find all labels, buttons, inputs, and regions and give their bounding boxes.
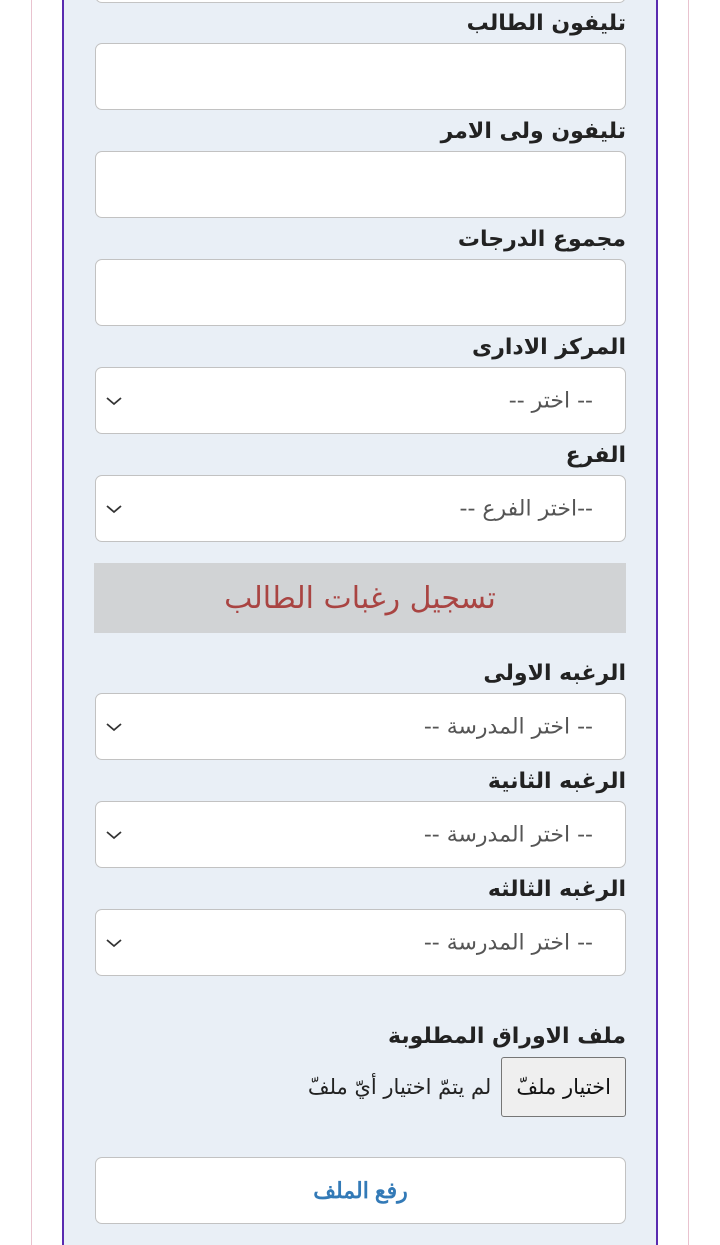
file-status-text: لم يتمّ اختيار أيّ ملفّ bbox=[307, 1075, 492, 1099]
chevron-down-icon bbox=[104, 825, 124, 845]
third-wish-selected: -- اختر المدرسة -- bbox=[423, 930, 593, 955]
total-grades-label: مجموع الدرجات bbox=[457, 227, 626, 252]
branch-selected: --اختر الفرع -- bbox=[459, 496, 593, 521]
second-wish-selected: -- اختر المدرسة -- bbox=[423, 822, 593, 847]
second-wish-select[interactable] bbox=[95, 801, 626, 868]
first-wish-selected: -- اختر المدرسة -- bbox=[423, 714, 593, 739]
upload-file-button[interactable]: رفع الملف bbox=[95, 1157, 626, 1224]
second-wish-label: الرغبه الثانية bbox=[487, 769, 626, 794]
branch-label: الفرع bbox=[565, 443, 626, 468]
wishes-section-title: تسجيل رغبات الطالب bbox=[94, 563, 626, 633]
first-wish-select[interactable] bbox=[95, 693, 626, 760]
branch-select[interactable] bbox=[95, 475, 626, 542]
student-phone-label: تليفون الطالب bbox=[466, 11, 626, 36]
student-phone-input[interactable] bbox=[95, 43, 626, 110]
guardian-phone-label: تليفون ولى الامر bbox=[440, 119, 626, 144]
previous-input-field[interactable] bbox=[95, 0, 626, 3]
admin-center-label: المركز الادارى bbox=[472, 335, 626, 360]
file-picker bbox=[308, 1057, 626, 1117]
chevron-down-icon bbox=[104, 391, 124, 411]
admin-center-selected: -- اختر -- bbox=[508, 388, 593, 413]
total-grades-input[interactable] bbox=[95, 259, 626, 326]
admin-center-select[interactable] bbox=[95, 367, 626, 434]
chevron-down-icon bbox=[104, 933, 124, 953]
guardian-phone-input[interactable] bbox=[95, 151, 626, 218]
chevron-down-icon bbox=[104, 717, 124, 737]
chevron-down-icon bbox=[104, 499, 124, 519]
first-wish-label: الرغبه الاولى bbox=[483, 661, 626, 686]
third-wish-select[interactable] bbox=[95, 909, 626, 976]
choose-file-button[interactable]: اختيار ملفّ bbox=[501, 1057, 626, 1117]
documents-label: ملف الاوراق المطلوبة bbox=[388, 1024, 626, 1049]
third-wish-label: الرغبه الثالثه bbox=[487, 877, 626, 902]
